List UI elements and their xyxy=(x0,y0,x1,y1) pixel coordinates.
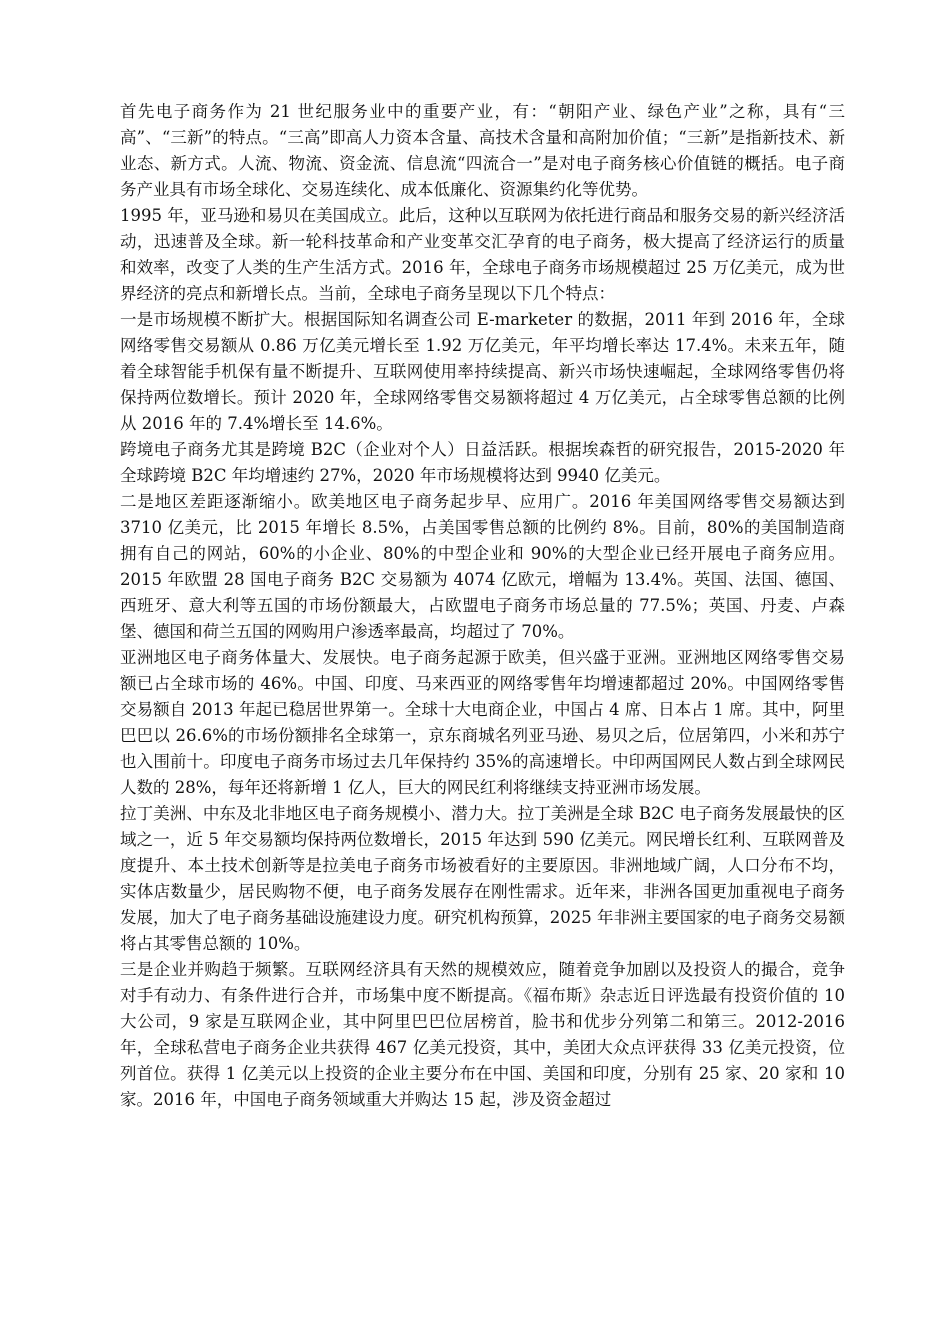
paragraph-regional-gap: 二是地区差距逐渐缩小。欧美地区电子商务起步早、应用广。2016 年美国网络零售交易额达到 3710 亿美元，比 2015 年增长 8.5%，占美国零售总额的比例约 8%。目前，80%的美国制造商拥有自己的网站，60%的小企业、80%的中型企业和 90%的大型企业已经开展电子商务应用。2015 年欧盟 28 国电子商务 B2C 交易额为 4074 亿欧元，增幅为 13.4%。英国、法国、德国、西班牙、意大利等五国的市场份额最大，占欧盟电子商务市场总量的 77.5%；英国、丹麦、卢森堡、德国和荷兰五国的网购用户渗透率最高，均超过了 70%。 xyxy=(120,492,845,641)
paragraph-market-scale: 一是市场规模不断扩大。根据国际知名调查公司 E-marketer 的数据，2011 年到 2016 年，全球网络零售交易额从 0.86 万亿美元增长至 1.92 万亿美元，年平均增长率达 17.4%。未来五年，随着全球智能手机保有量不断提升、互联网使用率持续提高、新兴市场快速崛起，全球网络零售仍将保持两位数增长。预计 2020 年，全球网络零售交易额将超过 4 万亿美元，占全球零售总额的比例从 2016 年的 7.4%增长至 14.6%。 xyxy=(120,310,845,433)
paragraph-cross-border: 跨境电子商务尤其是跨境 B2C（企业对个人）日益活跃。根据埃森哲的研究报告，2015-2020 年全球跨境 B2C 年均增速约 27%，2020 年市场规模将达到 9940 亿美元。 xyxy=(120,440,845,485)
paragraph-asia: 亚洲地区电子商务体量大、发展快。电子商务起源于欧美，但兴盛于亚洲。亚洲地区网络零售交易额已占全球市场的 46%。中国、印度、马来西亚的网络零售年均增速都超过 20%。中国网络零售交易额自 2013 年起已稳居世界第一。全球十大电商企业，中国占 4 席、日本占 1 席。其中，阿里巴巴以 26.6%的市场份额排名全球第一，京东商城名列亚马逊、易贝之后，位居第四，小米和苏宁也入围前十。印度电子商务市场过去几年保持约 35%的高速增长。中印两国网民人数占到全球网民人数的 28%，每年还将新增 1 亿人，巨大的网民红利将继续支持亚洲市场发展。 xyxy=(120,648,845,797)
paragraph-intro: 首先电子商务作为 21 世纪服务业中的重要产业，有：“朝阳产业、绿色产业”之称，具有“三高”、“三新”的特点。“三高”即高人力资本含量、高技术含量和高附加价值；“三新”是指新技术、新业态、新方式。人流、物流、资金流、信息流“四流合一”是对电子商务核心价值链的概括。电子商务产业具有市场全球化、交易连续化、成本低廉化、资源集约化等优势。 xyxy=(120,102,845,199)
paragraph-history: 1995 年，亚马逊和易贝在美国成立。此后，这种以互联网为依托进行商品和服务交易的新兴经济活动，迅速普及全球。新一轮科技革命和产业变革交汇孕育的电子商务，极大提高了经济运行的质量和效率，改变了人类的生产生活方式。2016 年，全球电子商务市场规模超过 25 万亿美元，成为世界经济的亮点和新增长点。当前，全球电子商务呈现以下几个特点： xyxy=(120,206,845,303)
paragraph-latam-mena: 拉丁美洲、中东及北非地区电子商务规模小、潜力大。拉丁美洲是全球 B2C 电子商务发展最快的区域之一，近 5 年交易额均保持两位数增长，2015 年达到 590 亿美元。网民增长红利、互联网普及度提升、本土技术创新等是拉美电子商务市场被看好的主要原因。非洲地域广阔，人口分布不均，实体店数量少，居民购物不便，电子商务发展存在刚性需求。近年来，非洲各国更加重视电子商务发展，加大了电子商务基础设施建设力度。研究机构预算，2025 年非洲主要国家的电子商务交易额将占其零售总额的 10%。 xyxy=(120,804,845,953)
paragraph-mergers: 三是企业并购趋于频繁。互联网经济具有天然的规模效应，随着竞争加剧以及投资人的撮合，竞争对手有动力、有条件进行合并，市场集中度不断提高。《福布斯》杂志近日评选最有投资价值的 10 大公司，9 家是互联网企业，其中阿里巴巴位居榜首，脸书和优步分列第二和第三。2012-2016 年，全球私营电子商务企业共获得 467 亿美元投资，其中，美团大众点评获得 33 亿美元投资，位列首位。获得 1 亿美元以上投资的企业主要分布在中国、美国和印度，分别有 25 家、20 家和 10 家。2016 年，中国电子商务领域重大并购达 15 起，涉及资金超过 xyxy=(120,960,845,1109)
document-body xyxy=(120,99,845,1113)
